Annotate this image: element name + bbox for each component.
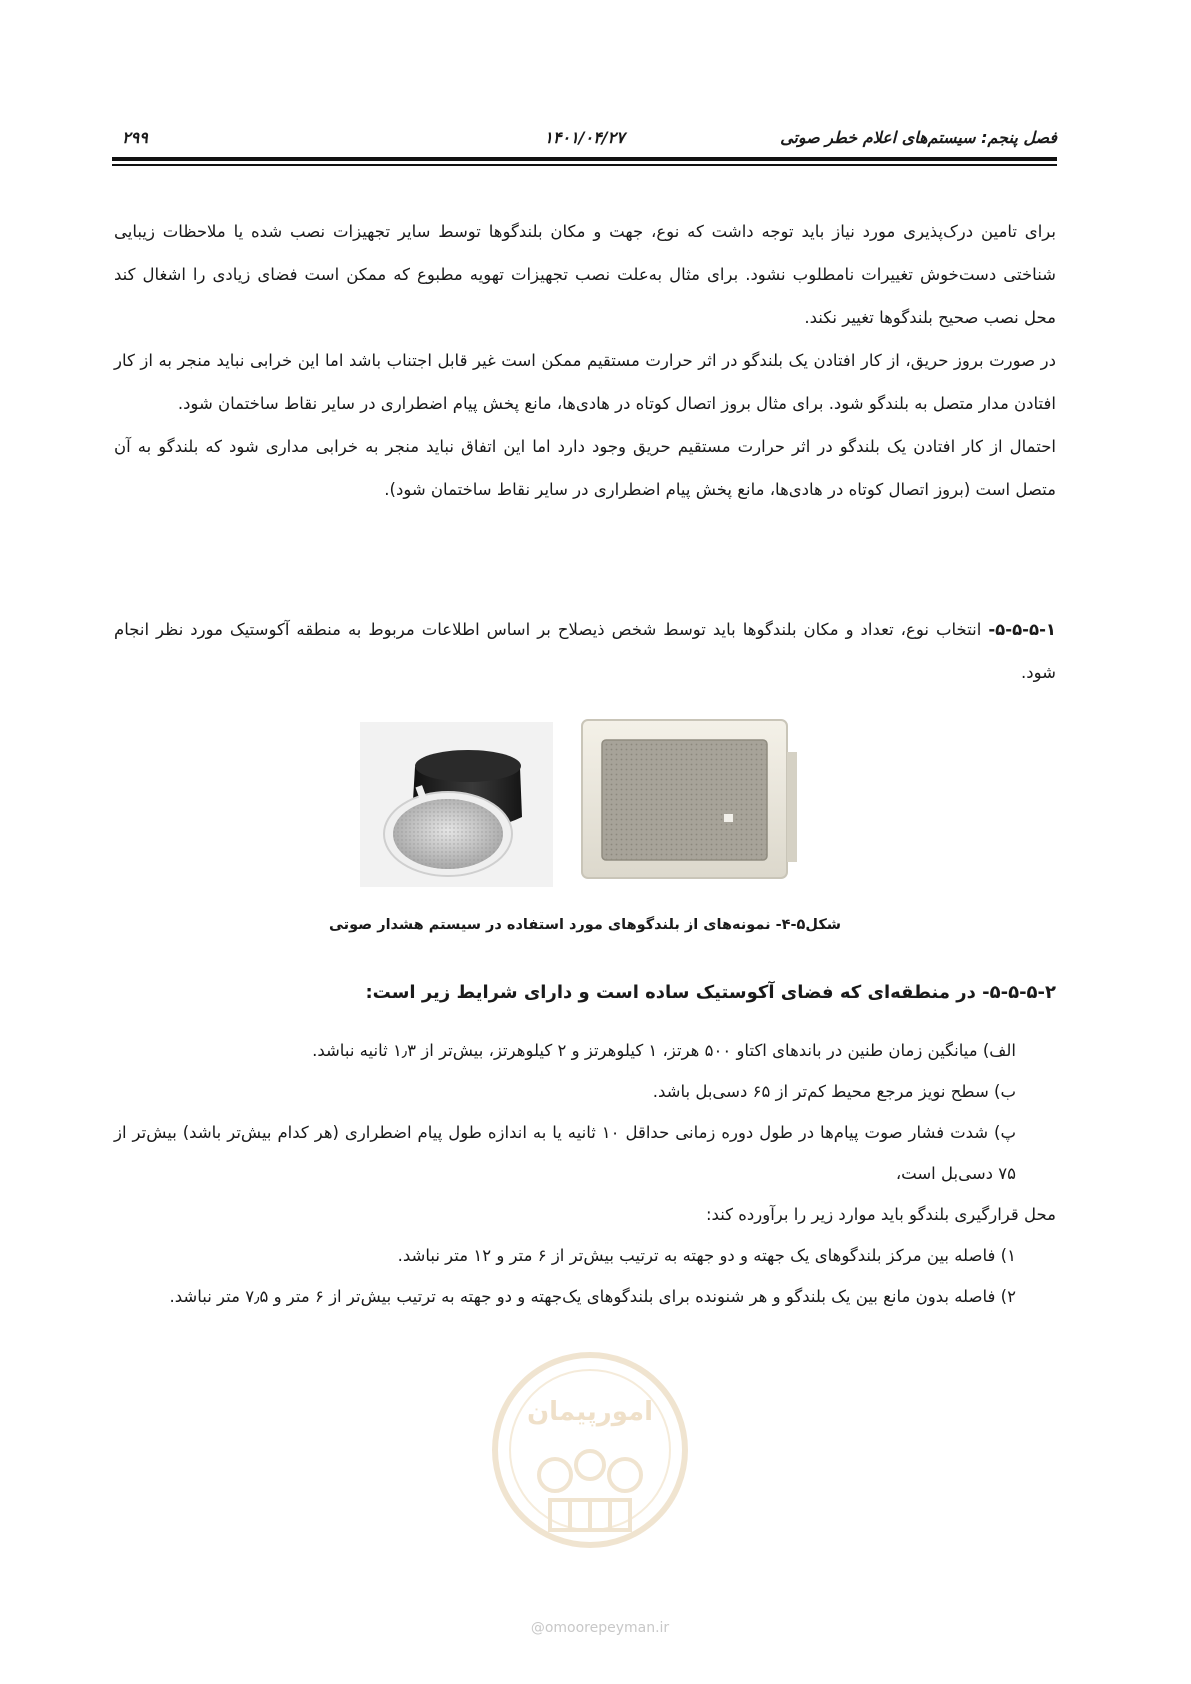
intro-paragraph-3: احتمال از کار افتادن یک بلندگو در اثر حرارت مستقیم حریق وجود دارد اما این اتفاق نباید منجر به خرابی مداری شود که بلندگو به آن متصل است (بروز اتصال کوتاه در هادی‌ها، مانع پخش پیام اضطراری در سایر نقاط ساختمان شود). xyxy=(114,437,1056,499)
header-rule-thin xyxy=(112,164,1057,166)
condition-b: ب) سطح نویز مرجع محیط کم‌تر از ۶۵ دسی‌بل باشد. xyxy=(652,1082,1016,1101)
wall-speaker-icon xyxy=(574,712,803,887)
page-header xyxy=(112,114,1057,154)
figure-caption-number: شکل۵-۴- xyxy=(775,917,842,933)
figure-caption xyxy=(114,917,1056,933)
section-1 xyxy=(114,608,1056,694)
section-1-number: ۵-۵-۵-۱- xyxy=(988,620,1056,639)
header-rule-thick xyxy=(112,157,1057,161)
figure-caption-text: نمونه‌های از بلندگوهای مورد استفاده در سیستم هشدار صوتی xyxy=(328,917,776,933)
header-date: ۱۴۰۱/۰۴/۲۷ xyxy=(544,128,625,147)
requirement-1: ۱) فاصله بین مرکز بلندگوهای یک جهته و دو جهته به ترتیب بیش‌تر از ۶ متر و ۱۲ متر نباشد. xyxy=(397,1246,1016,1265)
page-number: ۲۹۹ xyxy=(122,128,148,147)
watermark-logo xyxy=(480,1340,700,1590)
section-1-paragraph xyxy=(114,608,1056,694)
intro-paragraph-1: برای تامین درک‌پذیری مورد نیاز باید توجه داشت که نوع، جهت و مکان بلندگوها توسط سایر تجهیزات نصب شده یا ملاحظات زیبایی شناختی دست‌خوش تغییرات نامطلوب نشود. برای مثال به‌علت نصب تجهیزات تهویه مطبوع که ممکن است فضای زیادی را اشغال کند محل نصب صحیح بلندگوها تغییر نکند. xyxy=(114,222,1056,327)
section-1-text: انتخاب نوع، تعداد و مکان بلندگوها باید توسط شخص ذیصلاح بر اساس اطلاعات مربوط به منطقه آکوستیک مورد نظر انجام شود. xyxy=(114,620,1056,682)
intro-paragraph-2: در صورت بروز حریق، از کار افتادن یک بلندگو در اثر حرارت مستقیم ممکن است غیر قابل اجتناب باشد اما این خرابی نباید منجر به از کار افتادن مدار متصل به بلندگو شود. برای مثال بروز اتصال کوتاه در هادی‌ها، مانع پخش پیام اضطراری در سایر نقاط ساختمان شود. xyxy=(114,351,1056,413)
requirement-2: ۲) فاصله بدون مانع بین یک بلندگو و هر شنونده برای بلندگوهای یک‌جهته و دو جهته به ترتیب بیش‌تر از ۶ متر و ۷٫۵ متر نباشد. xyxy=(169,1287,1016,1306)
section-2-title: ۵-۵-۵-۲- در منطقه‌ای که فضای آکوستیک ساده است و دارای شرایط زیر است: xyxy=(365,982,1056,1003)
chapter-title: فصل پنجم: سیستم‌های اعلام خطر صوتی xyxy=(780,128,1057,147)
watermark-url: @omoorepeyman.ir xyxy=(530,1620,670,1636)
section-2-body xyxy=(114,1030,1056,1317)
watermark-seal-icon xyxy=(480,1340,700,1590)
ceiling-speaker-icon xyxy=(360,722,553,887)
ceiling-speaker-image xyxy=(360,722,553,887)
condition-a: الف) میانگین زمان طنین در باندهای اکتاو ۵۰۰ هرتز، ۱ کیلوهرتز و ۲ کیلوهرتز، بیش‌تر از ۱٫۳ ثانیه نباشد. xyxy=(312,1041,1016,1060)
intro-text xyxy=(114,210,1056,511)
wall-speaker-image xyxy=(574,712,803,887)
condition-p: پ) شدت فشار صوت پیام‌ها در طول دوره زمانی حداقل ۱۰ ثانیه یا به اندازه طول پیام اضطراری (هر کدام بیش‌تر باشد) بیش‌تر از ۷۵ دسی‌بل است، xyxy=(114,1123,1017,1183)
svg-text:امورپیمان: امورپیمان xyxy=(526,1397,654,1427)
requirement-intro: محل قرارگیری بلندگو باید موارد زیر را برآورده کند: xyxy=(705,1205,1056,1224)
